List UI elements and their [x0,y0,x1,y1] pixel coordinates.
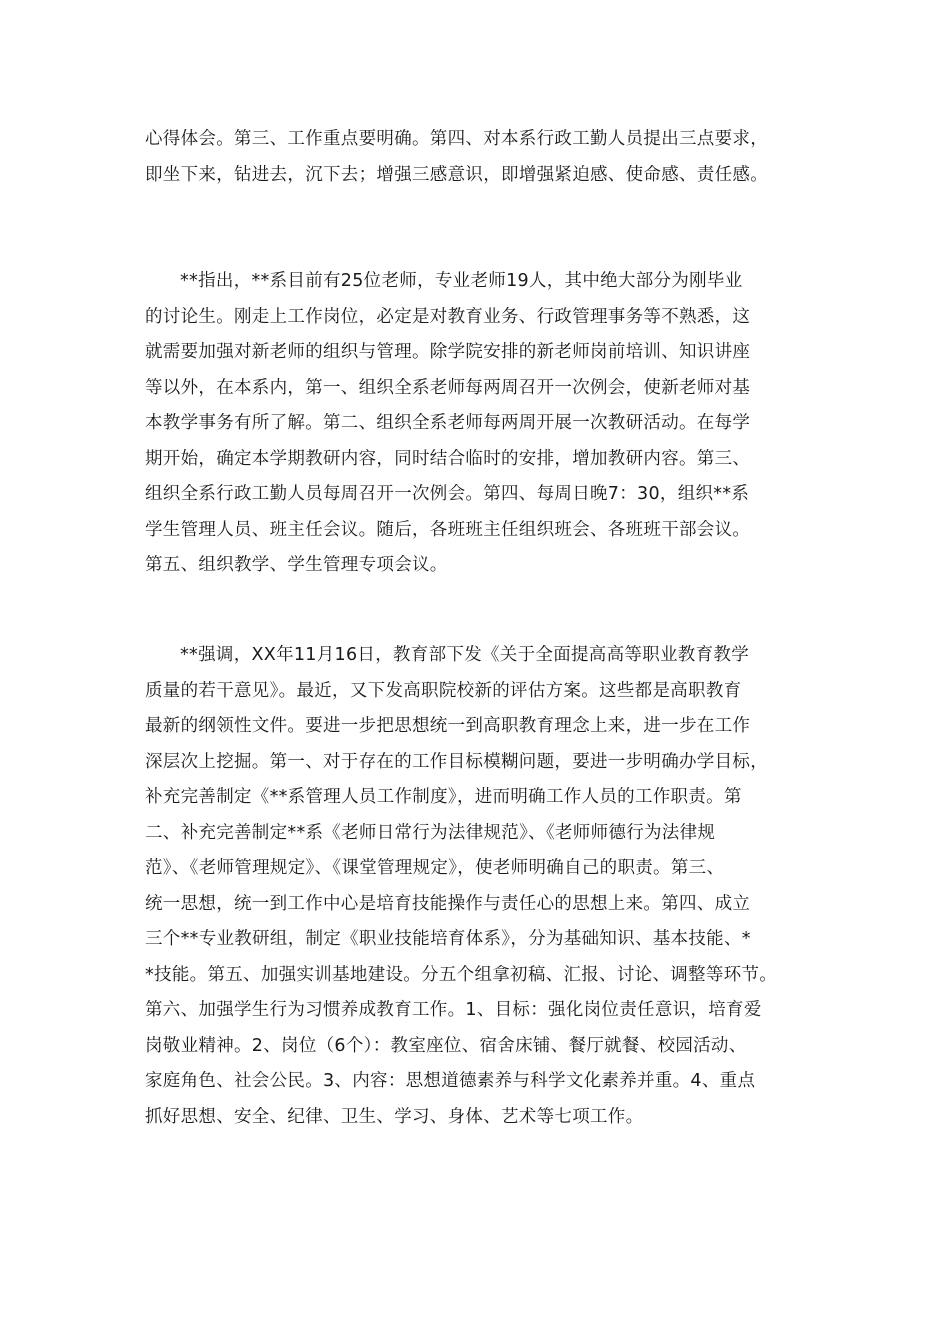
text-line: 第五、组织教学、学生管理专项会议。 [145,555,448,575]
text-line: 第六、加强学生行为习惯养成教育工作。1、目标：强化岗位责任意识，培育爱 [145,1000,762,1020]
text-line: 二、补充完善制定**系《老师日常行为法律规范》、《老师师德行为法律规 [145,822,716,843]
text-line: 心得体会。第三、工作重点要明确。第四、对本系行政工勤人员提出三点要求， [145,129,768,149]
text-line: 的讨论生。刚走上工作岗位，必定是对教育业务、行政管理事务等不熟悉，这 [145,306,751,327]
text-line: 期开始，确定本学期教研内容，同时结合临时的安排，增加教研内容。第三、 [145,448,751,469]
text-line: **强调，XX年11月16日，教育部下发《关于全面提高高等职业教育教学 [180,645,750,665]
text-line: 最新的纲领性文件。要进一步把思想统一到高职教育理念上来，进一步在工作 [145,716,751,736]
text-line: 岗敬业精神。2、岗位（6个）：教室座位、宿舍床铺、餐厅就餐、校园活动、 [145,1035,747,1056]
text-line: 三个**专业教研组，制定《职业技能培育体系》，分为基础知识、基本技能、* [145,929,751,949]
text-line: 即坐下来，钻进去，沉下去；增强三感意识，即增强紧迫感、使命感、责任感。 [145,164,768,185]
text-line: 等以外，在本系内，第一、组织全系老师每两周召开一次例会，使新老师对基 [145,377,751,398]
text-line: 家庭角色、社会公民。3、内容：思想道德素养与科学文化素养并重。4、重点 [145,1071,756,1091]
text-line: 就需要加强对新老师的组织与管理。除学院安排的新老师岗前培训、知识讲座 [145,342,751,362]
text-line: 深层次上挖掘。第一、对于存在的工作目标模糊问题，要进一步明确办学目标， [145,751,768,772]
text-line: *技能。第五、加强实训基地建设。分五个组拿初稿、汇报、讨论、调整等环节。 [145,964,778,985]
text-line: 补充完善制定《**系管理人员工作制度》，进而明确工作人员的工作职责。第 [145,787,742,807]
text-line: 统一思想，统一到工作中心是培育技能操作与责任心的思想上来。第四、成立 [145,893,751,914]
text-line: 质量的若干意见》。最近，又下发高职院校新的评估方案。这些都是高职教育 [145,680,742,701]
text-line: 本教学事务有所了解。第二、组织全系老师每两周开展一次教研活动。在每学 [145,413,751,433]
text-line: **指出，**系目前有25位老师，专业老师19人，其中绝大部分为刚毕业 [180,271,743,291]
text-line: 抓好思想、安全、纪律、卫生、学习、身体、艺术等七项工作。 [145,1106,644,1127]
paragraph-1 [145,122,825,193]
text-line: 组织全系行政工勤人员每周召开一次例会。第四、每周日晚7：30，组织**系 [145,484,750,504]
paragraph-3 [145,638,825,1135]
text-line: 学生管理人员、班主任会议。随后，各班班主任组织班会、各班班干部会议。 [145,519,751,540]
paragraph-2 [145,264,825,584]
text-line: 范》、《老师管理规定》、《课堂管理规定》，使老师明确自己的职责。第三、 [145,858,725,878]
